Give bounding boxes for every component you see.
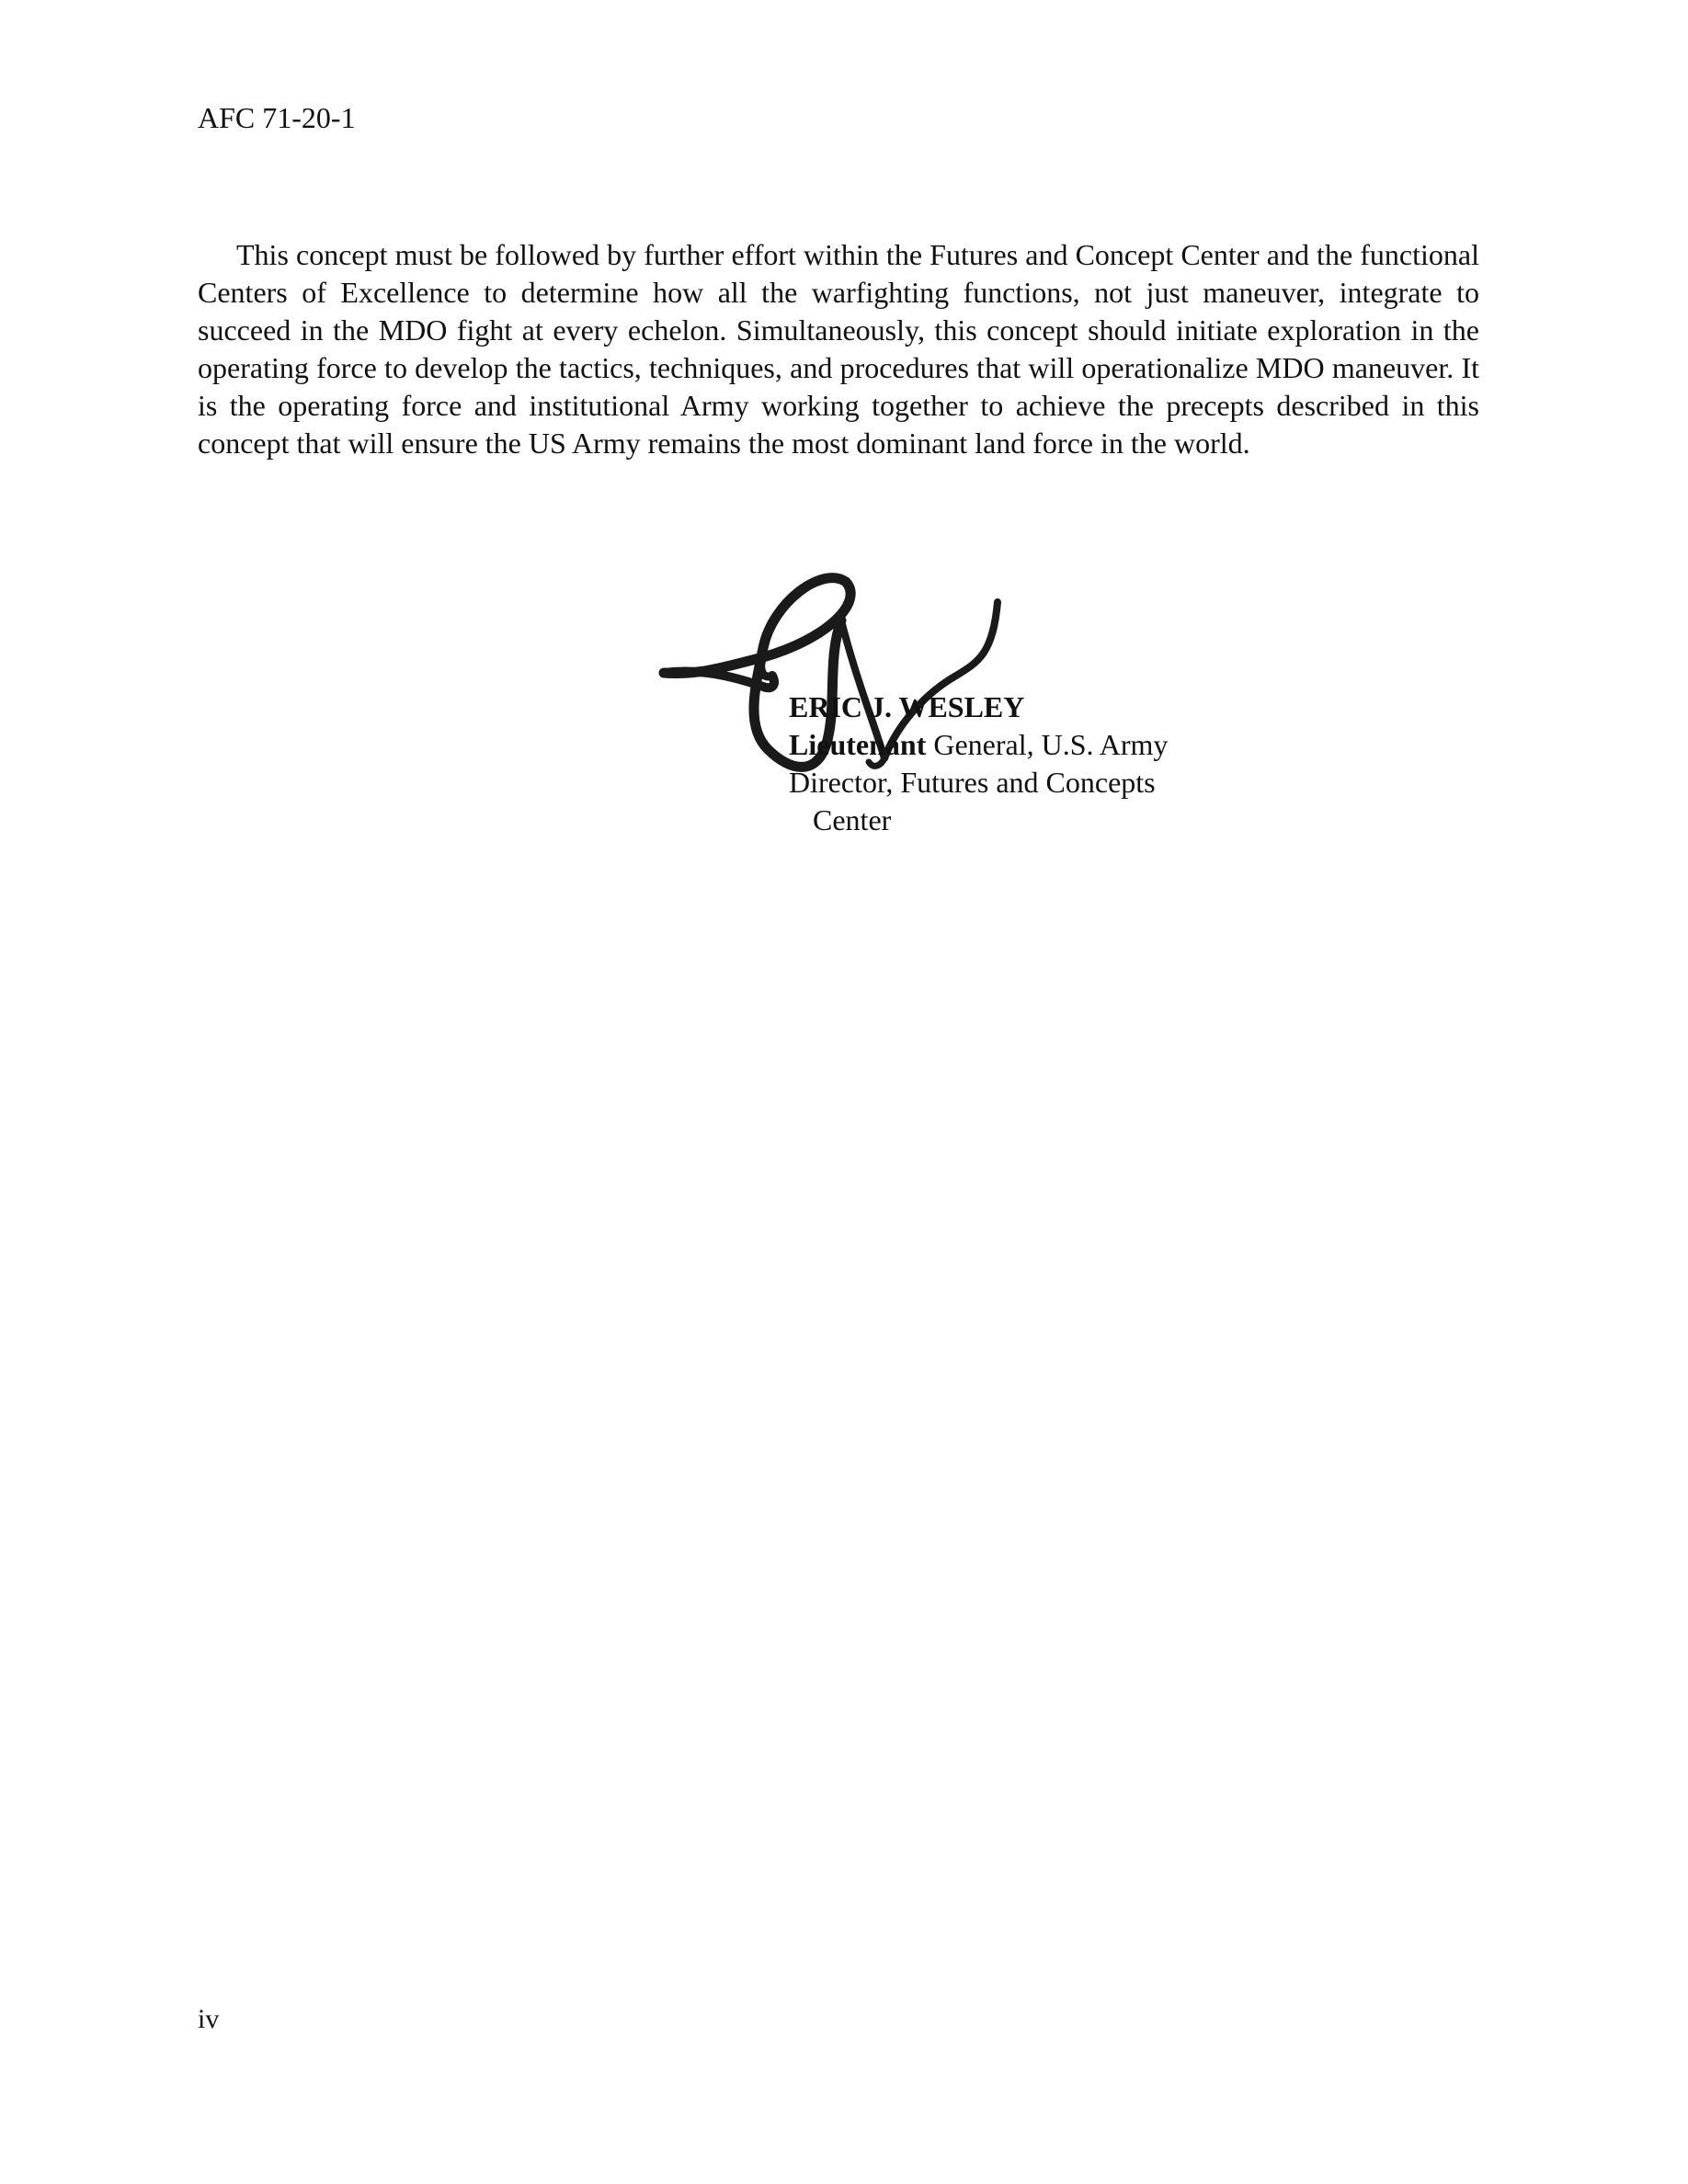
page-number: iv xyxy=(198,2004,220,2034)
signatory-name: ERIC J. WESLEY xyxy=(789,690,1025,723)
signatory-title-line2: Center xyxy=(813,803,892,836)
signatory-rank xyxy=(789,726,1168,764)
signature-block xyxy=(789,688,1168,839)
document-id: AFC 71-20-1 xyxy=(198,101,356,134)
body-paragraph: This concept must be followed by further effort within the Futures and Concept Center and the functional Centers of Excellence to determine how all the warfighting functions, not just maneuver, integrate to succeed in the MDO fight at every echelon. Simultaneously, this concept should initiate exploration in the operating force to develop the tactics, techniques, and procedures that will operationalize MDO maneuver. It is the operating force and institutional Army working together to achieve the precepts described in this concept that will ensure the US Army remains the most dominant land force in the world. xyxy=(198,238,1479,460)
signatory-title-line1: Director, Futures and Concepts xyxy=(789,766,1156,799)
signatory-rank-rest: General, U.S. Army xyxy=(926,728,1169,761)
signatory-rank-bold: Lieutenant xyxy=(789,728,927,761)
